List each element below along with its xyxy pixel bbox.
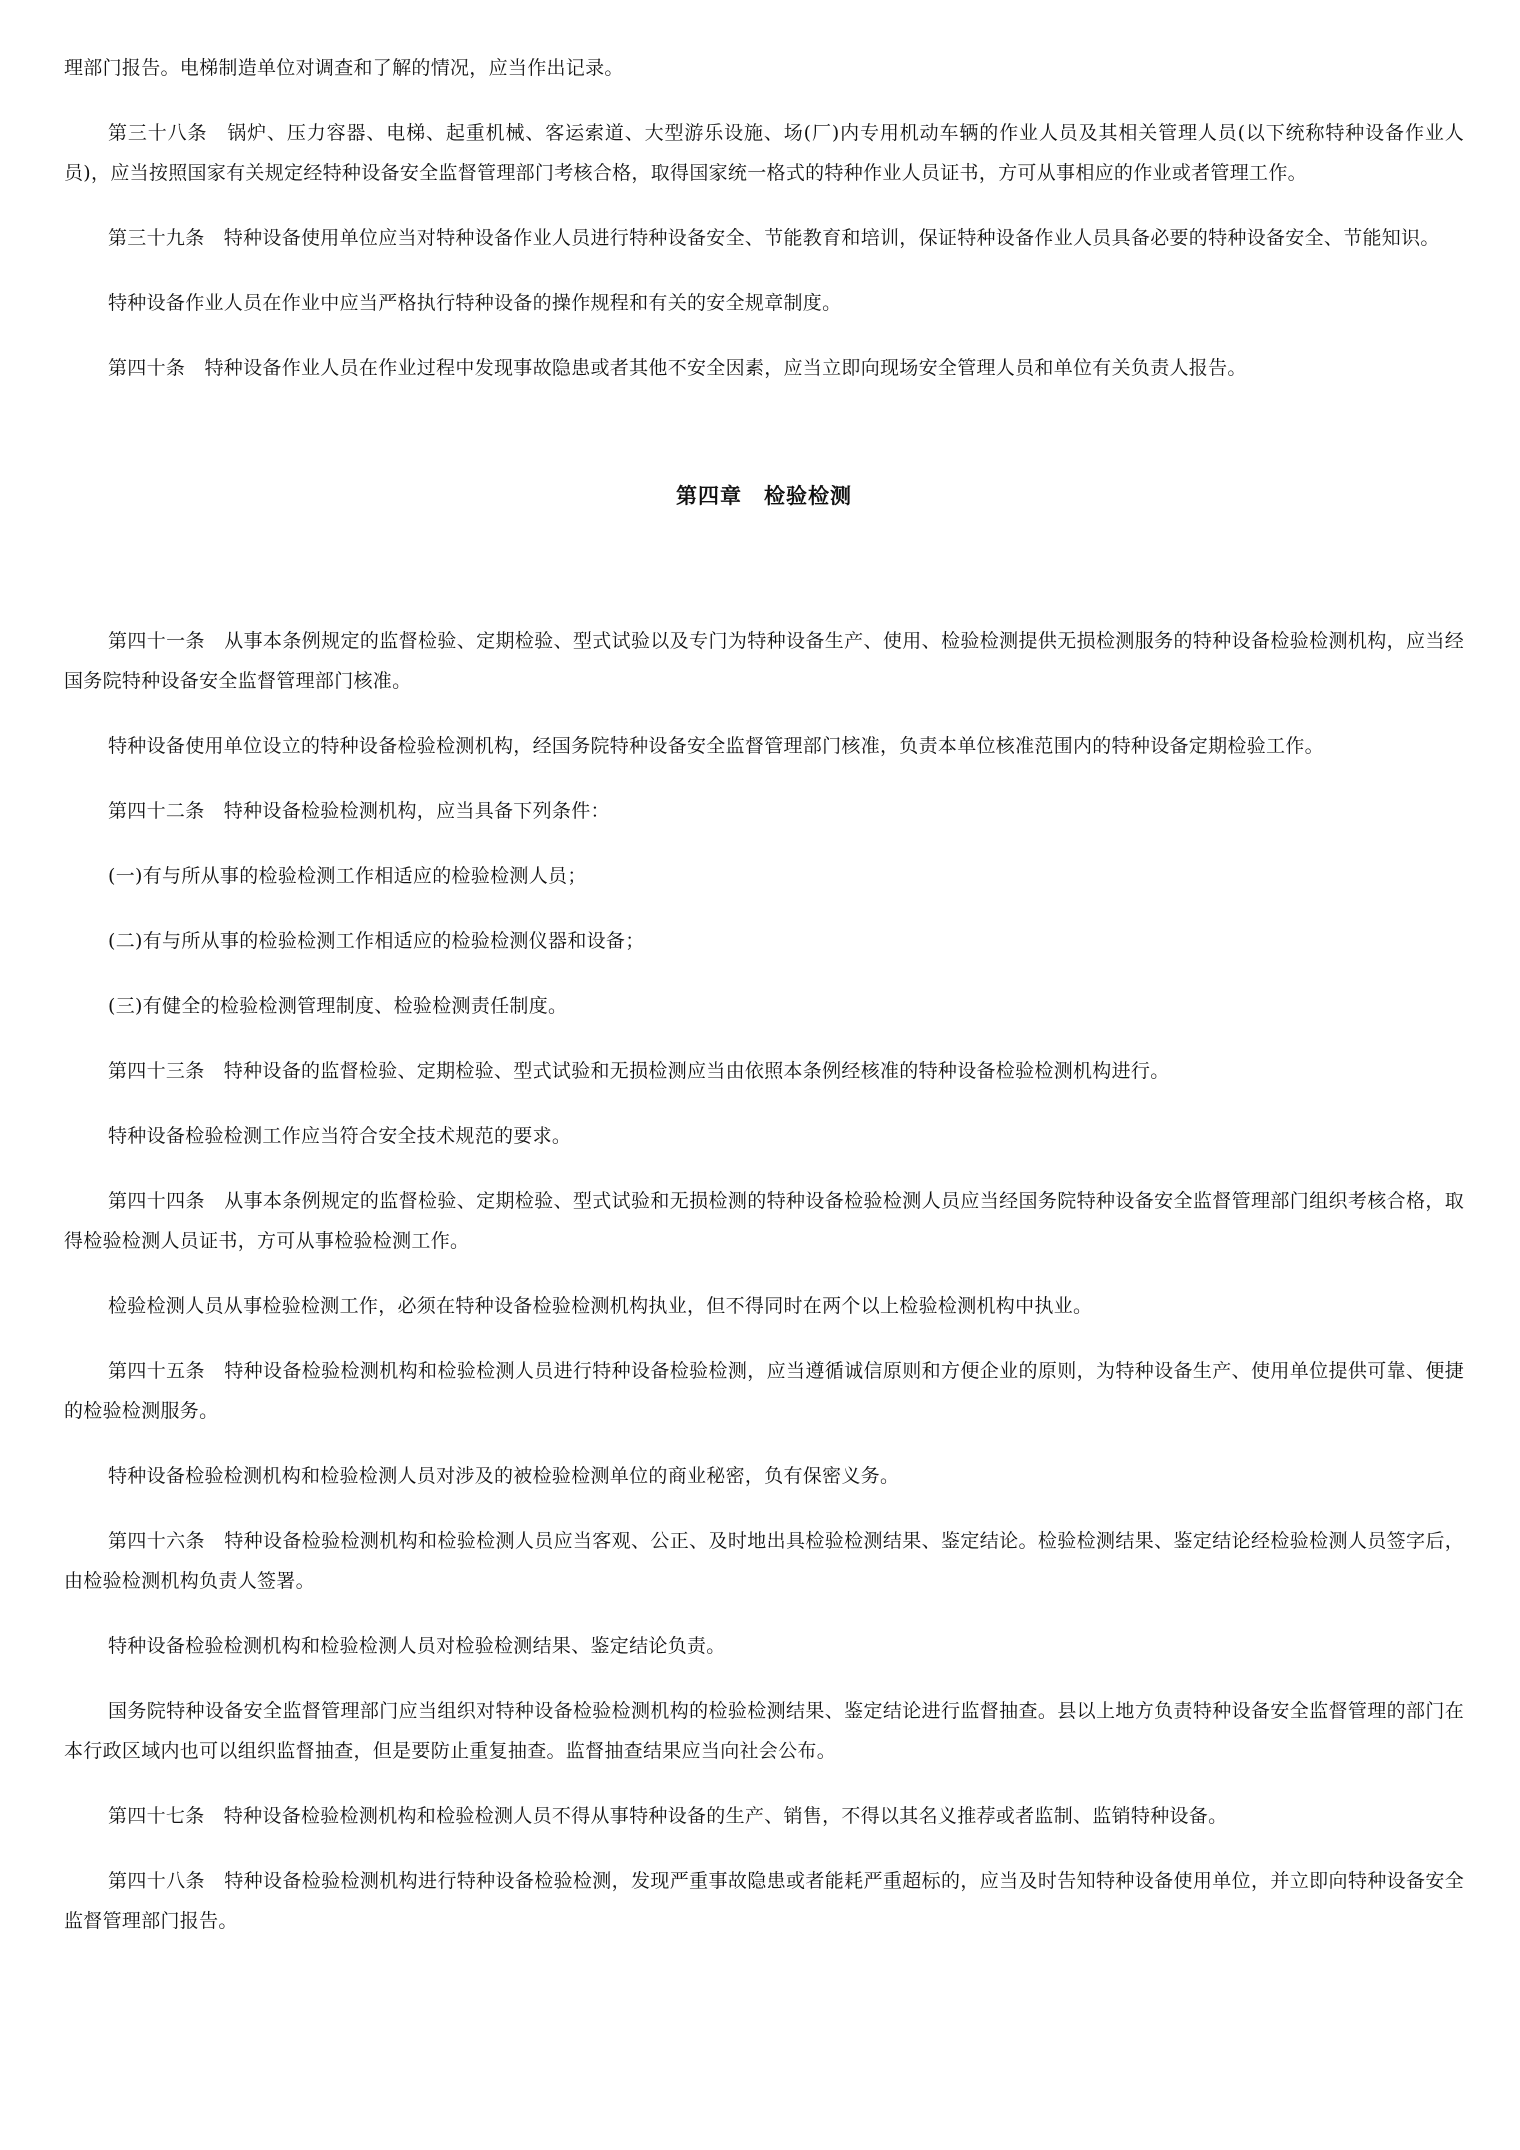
paragraph-article-48: 第四十八条 特种设备检验检测机构进行特种设备检验检测，发现严重事故隐患或者能耗严重超标的，应当及时告知特种设备使用单位，并立即向特种设备安全监督管理部门报告。 xyxy=(64,1870,1464,1932)
paragraph-article-45: 第四十五条 特种设备检验检测机构和检验检测人员进行特种设备检验检测，应当遵循诚信原则和方便企业的原则，为特种设备生产、使用单位提供可靠、便捷的检验检测服务。 xyxy=(64,1360,1464,1422)
paragraph-article-42-item-2: (二)有与所从事的检验检测工作相适应的检验检测仪器和设备； xyxy=(108,930,645,952)
paragraph-article-44: 第四十四条 从事本条例规定的监督检验、定期检验、型式试验和无损检测的特种设备检验检测人员应当经国务院特种设备安全监督管理部门组织考核合格，取得检验检测人员证书，方可从事检验检测工作。 xyxy=(64,1190,1464,1252)
paragraph-article-42: 第四十二条 特种设备检验检测机构，应当具备下列条件： xyxy=(108,800,610,822)
paragraph-article-46: 第四十六条 特种设备检验检测机构和检验检测人员应当客观、公正、及时地出具检验检测结果、鉴定结论。检验检测结果、鉴定结论经检验检测人员签字后，由检验检测机构负责人签署。 xyxy=(64,1530,1464,1592)
chapter-title: 第四章 检验检测 xyxy=(676,484,852,508)
paragraph-article-46-cont-1: 特种设备检验检测机构和检验检测人员对检验检测结果、鉴定结论负责。 xyxy=(108,1635,726,1657)
paragraph-article-44-cont: 检验检测人员从事检验检测工作，必须在特种设备检验检测机构执业，但不得同时在两个以上检验检测机构中执业。 xyxy=(108,1295,1093,1317)
paragraph-article-43-cont: 特种设备检验检测工作应当符合安全技术规范的要求。 xyxy=(108,1125,572,1147)
paragraph-intro-fragment: 理部门报告。电梯制造单位对调查和了解的情况，应当作出记录。 xyxy=(64,57,624,79)
paragraph-article-39: 第三十九条 特种设备使用单位应当对特种设备作业人员进行特种设备安全、节能教育和培训，保证特种设备作业人员具备必要的特种设备安全、节能知识。 xyxy=(108,227,1440,249)
paragraph-article-38: 第三十八条 锅炉、压力容器、电梯、起重机械、客运索道、大型游乐设施、场(厂)内专用机动车辆的作业人员及其相关管理人员(以下统称特种设备作业人员)，应当按照国家有关规定经特种设备安全监督管理部门考核合格，取得国家统一格式的特种作业人员证书，方可从事相应的作业或者管理工作。 xyxy=(64,122,1464,184)
paragraph-article-41: 第四十一条 从事本条例规定的监督检验、定期检验、型式试验以及专门为特种设备生产、使用、检验检测提供无损检测服务的特种设备检验检测机构，应当经国务院特种设备安全监督管理部门核准。 xyxy=(64,630,1464,692)
paragraph-article-45-cont: 特种设备检验检测机构和检验检测人员对涉及的被检验检测单位的商业秘密，负有保密义务。 xyxy=(108,1465,900,1487)
paragraph-article-39-cont: 特种设备作业人员在作业中应当严格执行特种设备的操作规程和有关的安全规章制度。 xyxy=(108,292,842,314)
paragraph-article-42-item-1: (一)有与所从事的检验检测工作相适应的检验检测人员； xyxy=(108,865,587,887)
document-page xyxy=(64,48,1464,1941)
paragraph-article-42-item-3: (三)有健全的检验检测管理制度、检验检测责任制度。 xyxy=(108,995,568,1017)
paragraph-article-43: 第四十三条 特种设备的监督检验、定期检验、型式试验和无损检测应当由依照本条例经核准的特种设备检验检测机构进行。 xyxy=(108,1060,1170,1082)
paragraph-article-46-cont-2: 国务院特种设备安全监督管理部门应当组织对特种设备检验检测机构的检验检测结果、鉴定结论进行监督抽查。县以上地方负责特种设备安全监督管理的部门在本行政区域内也可以组织监督抽查，但是要防止重复抽查。监督抽查结果应当向社会公布。 xyxy=(64,1700,1464,1762)
paragraph-article-41-cont: 特种设备使用单位设立的特种设备检验检测机构，经国务院特种设备安全监督管理部门核准，负责本单位核准范围内的特种设备定期检验工作。 xyxy=(108,735,1324,757)
paragraph-article-40: 第四十条 特种设备作业人员在作业过程中发现事故隐患或者其他不安全因素，应当立即向现场安全管理人员和单位有关负责人报告。 xyxy=(108,357,1247,379)
paragraph-article-47: 第四十七条 特种设备检验检测机构和检验检测人员不得从事特种设备的生产、销售，不得以其名义推荐或者监制、监销特种设备。 xyxy=(108,1805,1228,1827)
